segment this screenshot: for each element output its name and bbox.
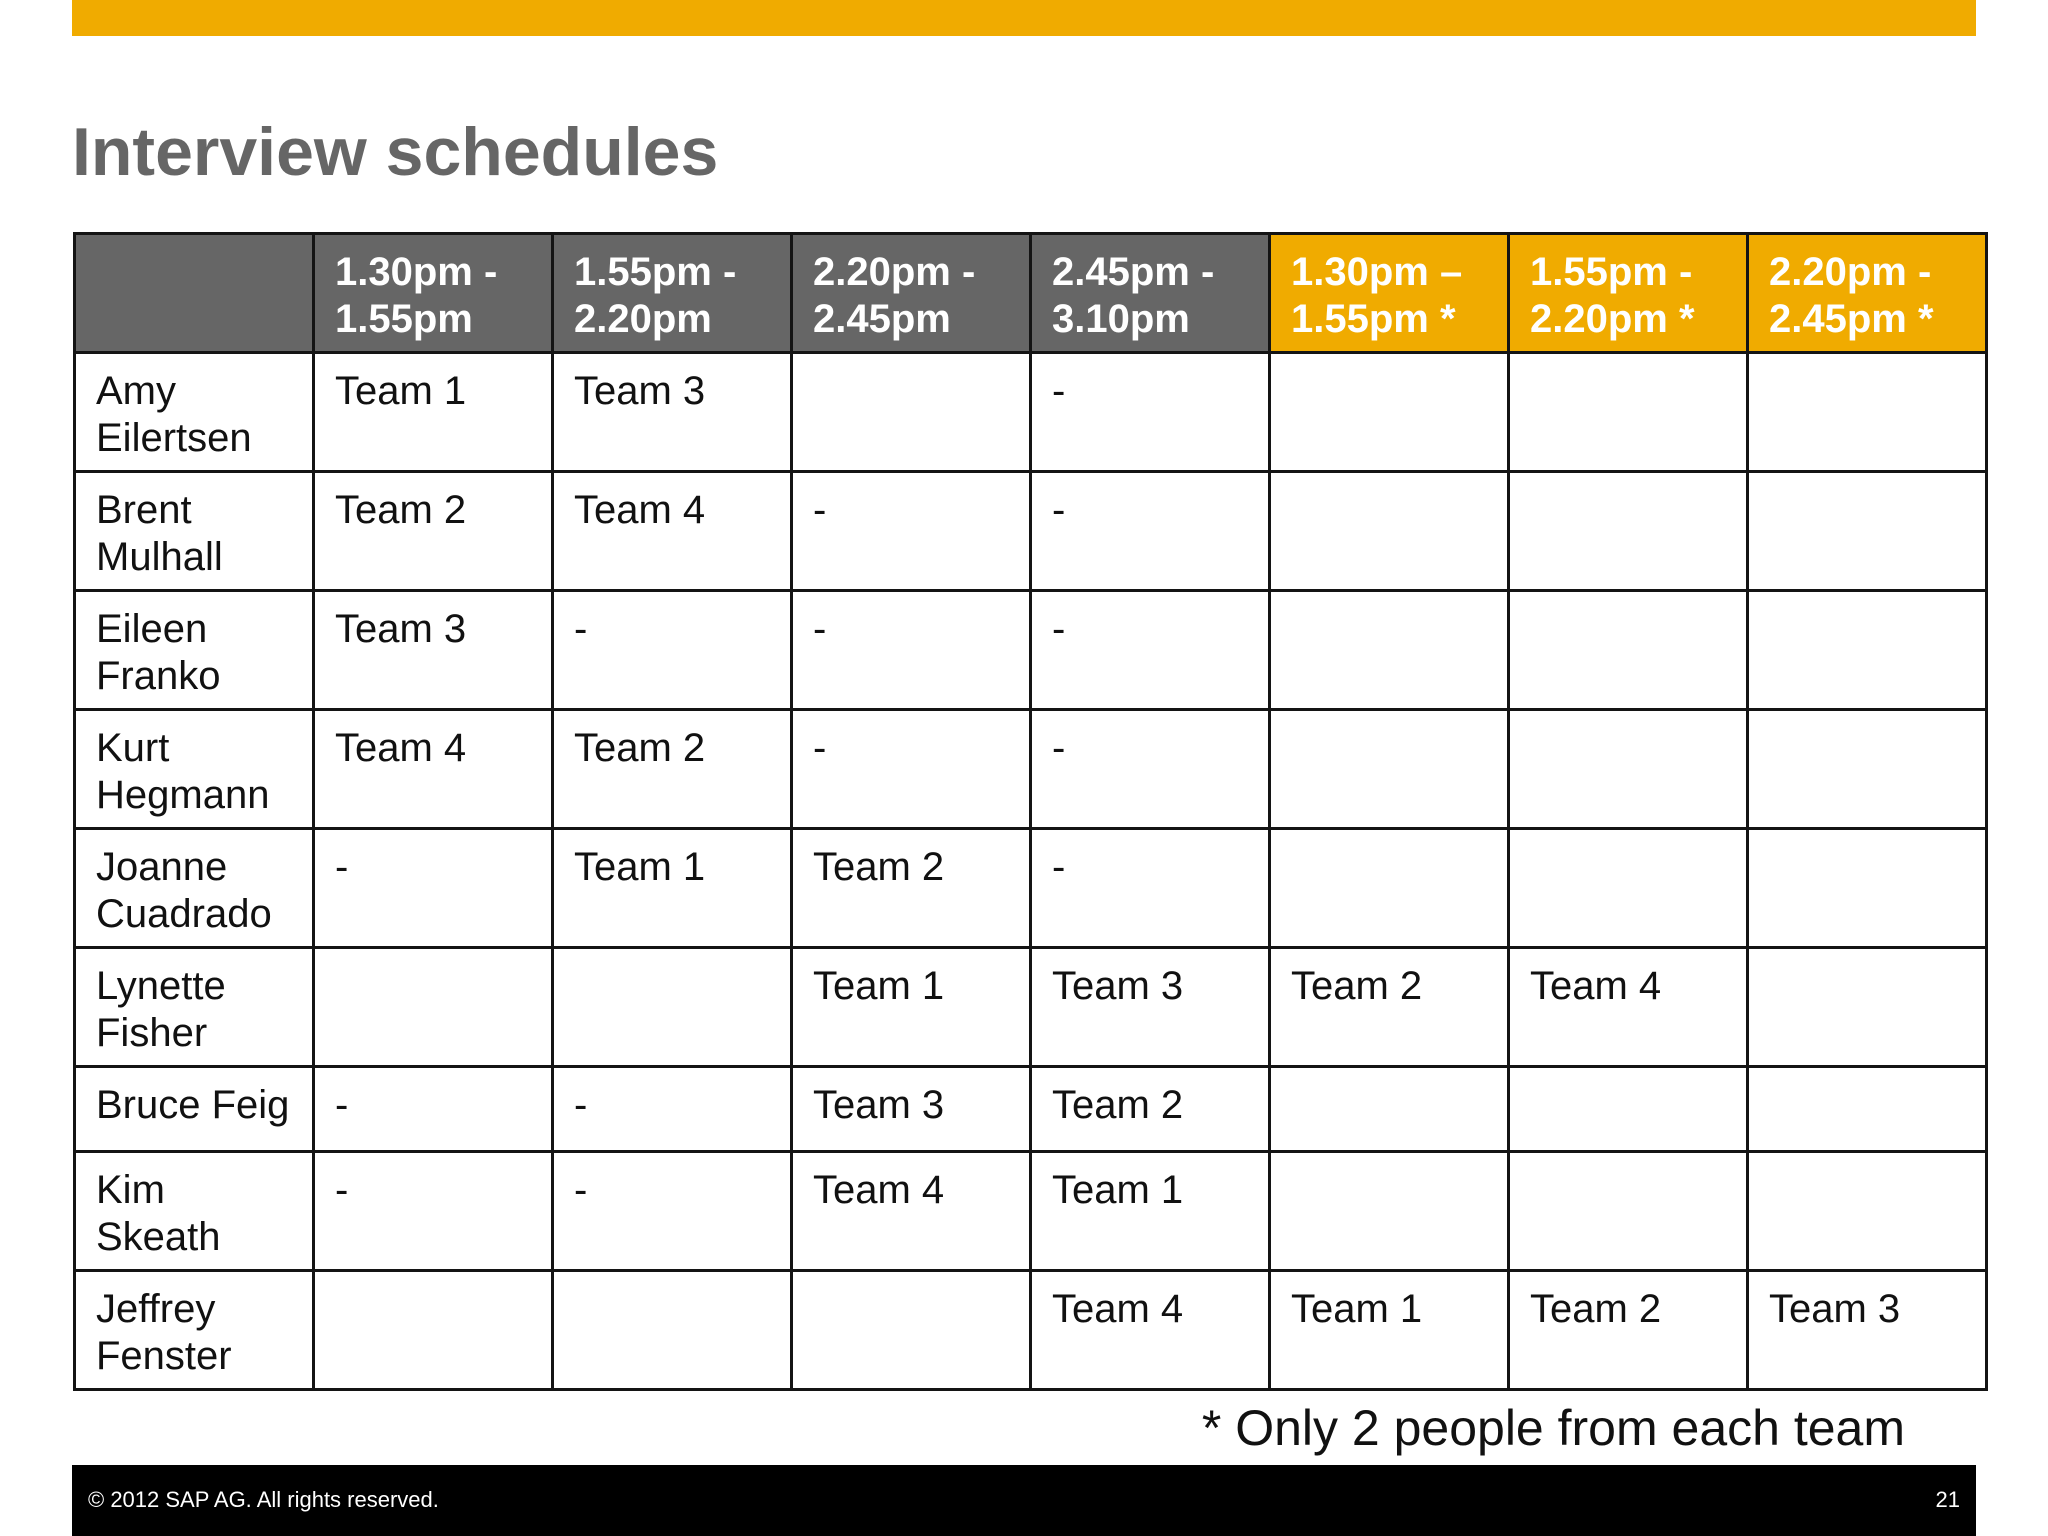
- schedule-cell: [1748, 710, 1987, 829]
- table-row: [75, 1067, 1987, 1152]
- schedule-cell: [1270, 591, 1509, 710]
- schedule-cell: Team 4: [1031, 1271, 1270, 1390]
- interviewer-name: Kim Skeath: [75, 1152, 314, 1271]
- schedule-cell: [1748, 591, 1987, 710]
- table-row: [75, 710, 1987, 829]
- schedule-cell: Team 4: [553, 472, 792, 591]
- time-slot-header: 2.45pm - 3.10pm: [1031, 234, 1270, 353]
- schedule-cell: [1270, 829, 1509, 948]
- schedule-cell: Team 4: [314, 710, 553, 829]
- footer-bar: [72, 1465, 1976, 1536]
- schedule-cell: Team 2: [792, 829, 1031, 948]
- time-slot-header: 1.30pm - 1.55pm: [314, 234, 553, 353]
- schedule-cell: -: [553, 1152, 792, 1271]
- schedule-cell: [553, 948, 792, 1067]
- schedule-cell: Team 1: [553, 829, 792, 948]
- page-number: 21: [1935, 1487, 1960, 1512]
- interviewer-name: Lynette Fisher: [75, 948, 314, 1067]
- schedule-cell: Team 3: [553, 353, 792, 472]
- schedule-cell: [1748, 948, 1987, 1067]
- interviewer-name: Jeffrey Fenster: [75, 1271, 314, 1390]
- time-slot-header-highlight: 1.55pm - 2.20pm *: [1509, 234, 1748, 353]
- interviewer-name: Joanne Cuadrado: [75, 829, 314, 948]
- schedule-cell: -: [553, 1067, 792, 1152]
- copyright-text: © 2012 SAP AG. All rights reserved.: [88, 1487, 439, 1512]
- schedule-cell: Team 2: [553, 710, 792, 829]
- schedule-cell: [1270, 710, 1509, 829]
- schedule-cell: -: [553, 591, 792, 710]
- slide-title: Interview schedules: [72, 114, 719, 190]
- interviewer-name: Amy Eilertsen: [75, 353, 314, 472]
- time-slot-header-highlight: 1.30pm – 1.55pm *: [1270, 234, 1509, 353]
- schedule-cell: Team 4: [792, 1152, 1031, 1271]
- schedule-cell: -: [1031, 472, 1270, 591]
- schedule-cell: [1270, 1067, 1509, 1152]
- interviewer-name: Kurt Hegmann: [75, 710, 314, 829]
- schedule-cell: [1270, 1152, 1509, 1271]
- schedule-cell: Team 3: [314, 591, 553, 710]
- schedule-cell: -: [792, 591, 1031, 710]
- schedule-cell: [1748, 353, 1987, 472]
- schedule-cell: [1509, 710, 1748, 829]
- schedule-cell: Team 3: [1031, 948, 1270, 1067]
- schedule-cell: [792, 1271, 1031, 1390]
- schedule-cell: [1748, 829, 1987, 948]
- schedule-cell: Team 2: [1270, 948, 1509, 1067]
- time-slot-header: 1.55pm - 2.20pm: [553, 234, 792, 353]
- table-row: [75, 948, 1987, 1067]
- time-slot-header: 2.20pm - 2.45pm: [792, 234, 1031, 353]
- schedule-cell: [1748, 1067, 1987, 1152]
- table-row: [75, 1271, 1987, 1390]
- table-row: [75, 1152, 1987, 1271]
- schedule-cell: Team 2: [314, 472, 553, 591]
- schedule-cell: [1509, 591, 1748, 710]
- time-slot-header-highlight: 2.20pm - 2.45pm *: [1748, 234, 1987, 353]
- interviewer-name: Bruce Feig: [75, 1067, 314, 1152]
- schedule-cell: Team 1: [792, 948, 1031, 1067]
- schedule-cell: [1748, 1152, 1987, 1271]
- schedule-cell: Team 3: [1748, 1271, 1987, 1390]
- interviewer-name: Eileen Franko: [75, 591, 314, 710]
- schedule-cell: [1509, 472, 1748, 591]
- top-accent-bar: [72, 0, 1976, 36]
- corner-cell: [75, 234, 314, 353]
- schedule-cell: -: [314, 829, 553, 948]
- schedule-table: [73, 232, 1988, 1391]
- schedule-cell: [1509, 829, 1748, 948]
- schedule-cell: [792, 353, 1031, 472]
- schedule-cell: [1509, 1152, 1748, 1271]
- schedule-cell: -: [1031, 591, 1270, 710]
- schedule-cell: [1509, 1067, 1748, 1152]
- schedule-cell: [314, 1271, 553, 1390]
- schedule-cell: Team 3: [792, 1067, 1031, 1152]
- schedule-cell: -: [792, 710, 1031, 829]
- schedule-cell: Team 1: [1031, 1152, 1270, 1271]
- table-row: [75, 591, 1987, 710]
- table-row: [75, 353, 1987, 472]
- schedule-cell: -: [314, 1067, 553, 1152]
- schedule-cell: -: [1031, 353, 1270, 472]
- schedule-cell: [1270, 353, 1509, 472]
- interviewer-name: Brent Mulhall: [75, 472, 314, 591]
- schedule-cell: -: [1031, 829, 1270, 948]
- schedule-cell: Team 2: [1509, 1271, 1748, 1390]
- schedule-cell: [314, 948, 553, 1067]
- schedule-cell: [1748, 472, 1987, 591]
- schedule-cell: Team 1: [1270, 1271, 1509, 1390]
- schedule-cell: [1509, 353, 1748, 472]
- table-row: [75, 829, 1987, 948]
- schedule-cell: -: [314, 1152, 553, 1271]
- schedule-cell: [553, 1271, 792, 1390]
- schedule-cell: -: [792, 472, 1031, 591]
- schedule-cell: Team 2: [1031, 1067, 1270, 1152]
- header-row: [75, 234, 1987, 353]
- schedule-cell: Team 1: [314, 353, 553, 472]
- schedule-cell: -: [1031, 710, 1270, 829]
- table-row: [75, 472, 1987, 591]
- footnote: * Only 2 people from each team: [1201, 1400, 1905, 1456]
- schedule-cell: Team 4: [1509, 948, 1748, 1067]
- schedule-cell: [1270, 472, 1509, 591]
